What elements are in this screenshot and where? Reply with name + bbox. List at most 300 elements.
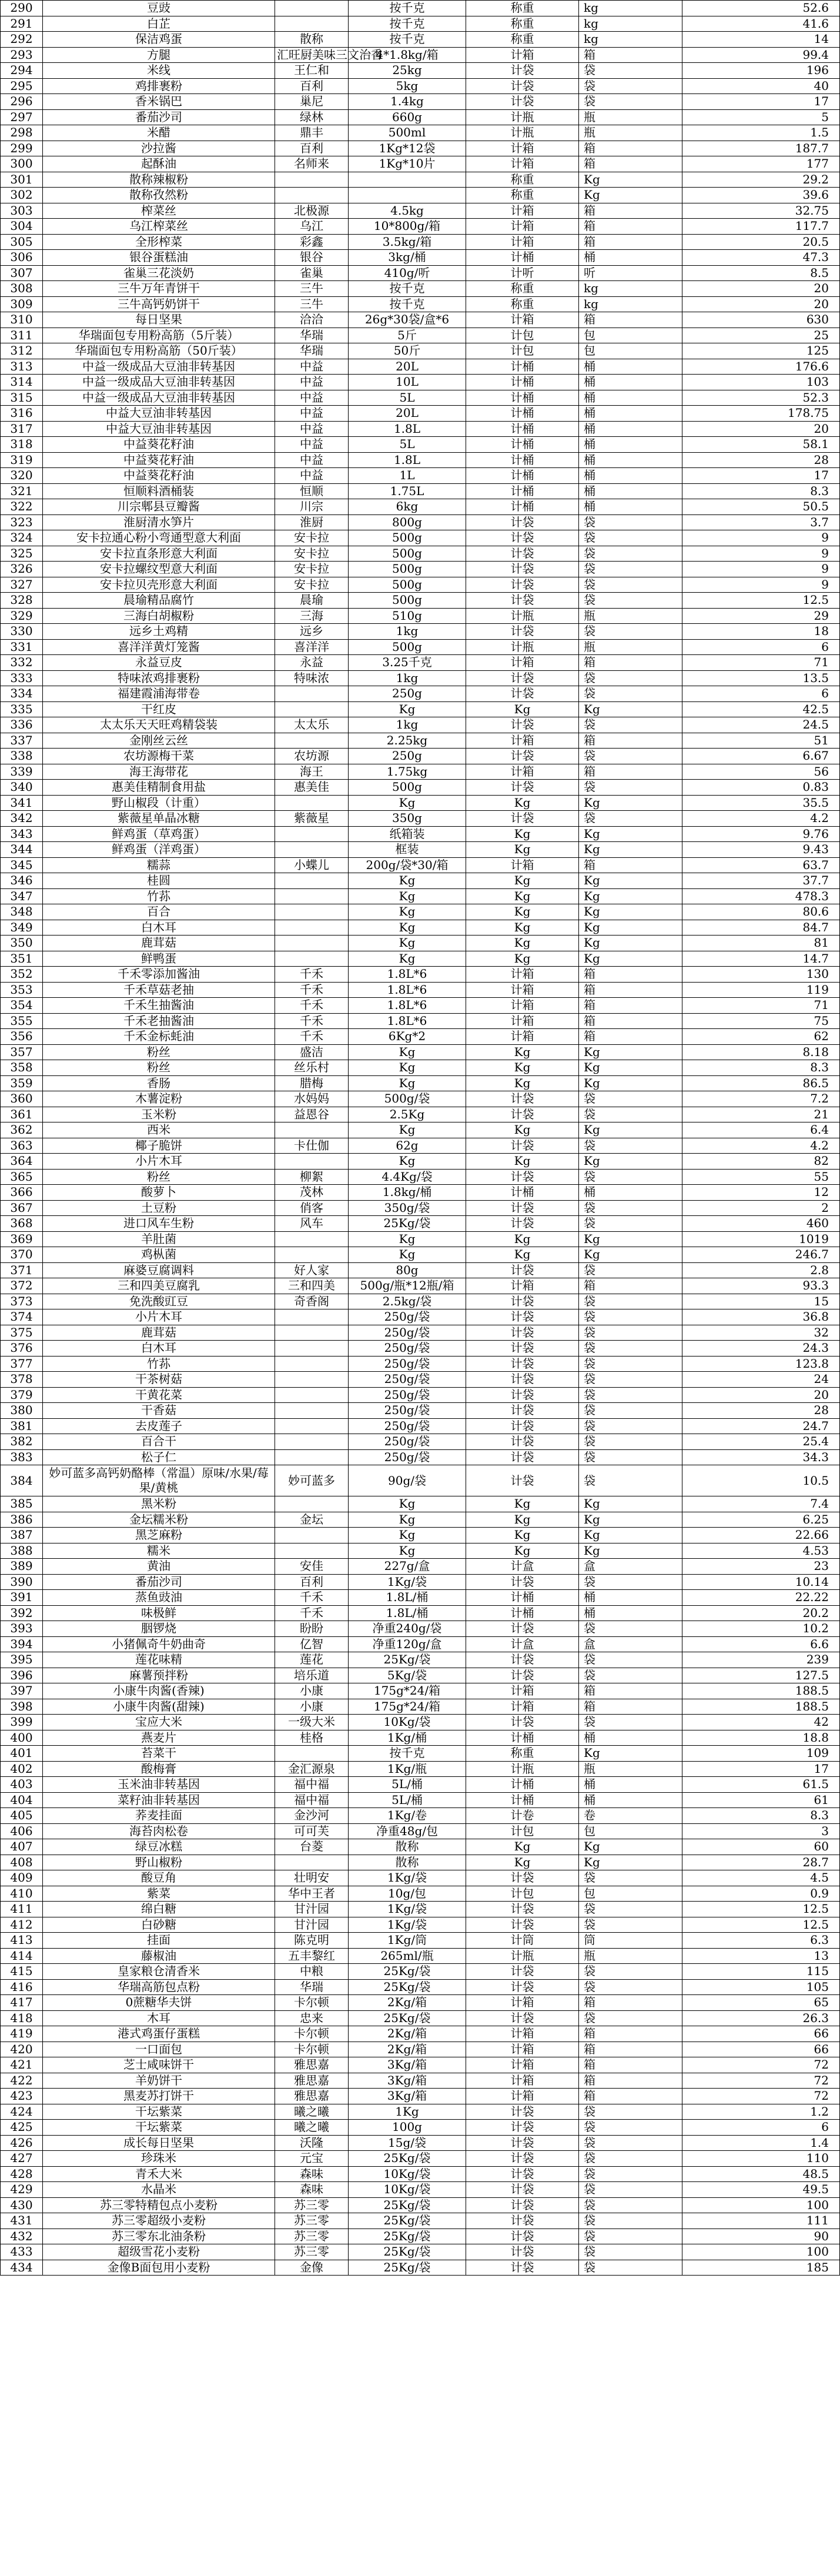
specification-cell: 25Kg/袋	[349, 2151, 466, 2167]
brand-cell: 好人家	[275, 1262, 349, 1278]
specification-cell: 1.8L	[349, 452, 466, 468]
brand-cell: 安卡拉	[275, 530, 349, 546]
brand-cell	[275, 188, 349, 203]
table-row	[1, 2151, 840, 2167]
unit-cell: 箱	[579, 982, 682, 998]
table-row	[1, 1886, 840, 1902]
measure-method-cell: 计桶	[466, 406, 579, 422]
measure-method-cell: 计箱	[466, 2089, 579, 2104]
unit-cell: 袋	[579, 1652, 682, 1668]
unit-cell: 箱	[579, 1029, 682, 1045]
unit-price-cell: 188.5	[682, 1699, 840, 1715]
product-name-cell: 麻薯预拌粉	[43, 1668, 275, 1683]
table-row	[1, 1029, 840, 1045]
specification-cell: 1Kg/筒	[349, 1933, 466, 1949]
row-number-cell: 384	[1, 1465, 43, 1496]
unit-cell: 箱	[579, 2089, 682, 2104]
specification-cell: 1.8L*6	[349, 1013, 466, 1029]
specification-cell: 500g	[349, 593, 466, 609]
specification-cell: 25Kg/袋	[349, 2244, 466, 2260]
measure-method-cell: 称重	[466, 1, 579, 16]
product-name-cell: 松子仁	[43, 1449, 275, 1465]
product-name-cell: 安卡拉螺纹型意大利面	[43, 562, 275, 577]
product-name-cell: 黄油	[43, 1559, 275, 1575]
specification-cell: 265ml/瓶	[349, 1948, 466, 1964]
measure-method-cell: 计袋	[466, 1979, 579, 1995]
brand-cell	[275, 842, 349, 858]
table-row	[1, 1512, 840, 1528]
product-name-cell: 紫菜	[43, 1886, 275, 1902]
brand-cell: 千禾	[275, 1590, 349, 1606]
brand-cell: 卡尔顿	[275, 2042, 349, 2057]
row-number-cell: 389	[1, 1559, 43, 1575]
row-number-cell: 396	[1, 1668, 43, 1683]
product-name-cell: 苔菜干	[43, 1746, 275, 1762]
product-name-cell: 酸梅膏	[43, 1761, 275, 1777]
product-name-cell: 莲花味精	[43, 1652, 275, 1668]
unit-cell: 桶	[579, 437, 682, 453]
unit-price-cell: 61.5	[682, 1777, 840, 1793]
measure-method-cell: 计袋	[466, 1715, 579, 1730]
product-name-cell: 0蔗糖华夫饼	[43, 1995, 275, 2011]
unit-price-cell: 6.6	[682, 1636, 840, 1652]
brand-cell	[275, 1746, 349, 1762]
table-row	[1, 1823, 840, 1839]
brand-cell	[275, 888, 349, 904]
measure-method-cell: Kg	[466, 1231, 579, 1247]
product-name-cell: 妙可蓝多高钙奶酪棒（常温）原味/水果/莓果/黄桃	[43, 1465, 275, 1496]
unit-cell: 箱	[579, 857, 682, 873]
specification-cell: 90g/袋	[349, 1465, 466, 1496]
table-row	[1, 172, 840, 188]
brand-cell: 彩鑫	[275, 234, 349, 250]
specification-cell: 1kg	[349, 624, 466, 640]
unit-price-cell: 6	[682, 639, 840, 655]
specification-cell: 250g	[349, 749, 466, 764]
brand-cell: 喜洋洋	[275, 639, 349, 655]
row-number-cell: 387	[1, 1528, 43, 1543]
specification-cell: 2.5Kg	[349, 1107, 466, 1122]
table-row	[1, 546, 840, 562]
row-number-cell: 370	[1, 1247, 43, 1263]
unit-cell: 袋	[579, 1574, 682, 1590]
unit-price-cell: 41.6	[682, 16, 840, 32]
measure-method-cell: 计瓶	[466, 608, 579, 624]
product-name-cell: 银谷蛋糕油	[43, 250, 275, 266]
specification-cell: 按千克	[349, 296, 466, 312]
unit-price-cell: 119	[682, 982, 840, 998]
brand-cell	[275, 1325, 349, 1341]
unit-cell: Kg	[579, 1044, 682, 1060]
measure-method-cell: 计袋	[466, 1621, 579, 1637]
measure-method-cell: 计箱	[466, 203, 579, 219]
measure-method-cell: 计袋	[466, 1372, 579, 1388]
unit-price-cell: 20	[682, 281, 840, 297]
table-row	[1, 655, 840, 671]
unit-cell: 袋	[579, 1387, 682, 1403]
unit-price-cell: 0.9	[682, 1886, 840, 1902]
brand-cell	[275, 1341, 349, 1357]
brand-cell: 水妈妈	[275, 1091, 349, 1107]
unit-price-cell: 177	[682, 156, 840, 172]
table-row	[1, 1185, 840, 1201]
unit-cell: 箱	[579, 1013, 682, 1029]
unit-price-cell: 1019	[682, 1231, 840, 1247]
table-row	[1, 452, 840, 468]
specification-cell: 250g/袋	[349, 1341, 466, 1357]
row-number-cell: 414	[1, 1948, 43, 1964]
unit-price-cell: 178.75	[682, 406, 840, 422]
unit-price-cell: 8.3	[682, 483, 840, 499]
measure-method-cell: 计桶	[466, 421, 579, 437]
brand-cell	[275, 1154, 349, 1170]
brand-cell: 福中福	[275, 1792, 349, 1808]
unit-cell: 筒	[579, 1933, 682, 1949]
row-number-cell: 368	[1, 1216, 43, 1232]
unit-price-cell: 105	[682, 1979, 840, 1995]
product-name-cell: 港式鸡蛋仔蛋糕	[43, 2026, 275, 2042]
brand-cell: 妙可蓝多	[275, 1465, 349, 1496]
row-number-cell: 354	[1, 998, 43, 1014]
specification-cell: 26g*30袋/盒*6	[349, 312, 466, 328]
measure-method-cell: Kg	[466, 1044, 579, 1060]
row-number-cell: 314	[1, 375, 43, 390]
measure-method-cell: 计包	[466, 328, 579, 343]
brand-cell: 腊梅	[275, 1075, 349, 1091]
unit-cell: 桶	[579, 483, 682, 499]
unit-cell: 箱	[579, 2073, 682, 2089]
brand-cell: 金坛	[275, 1512, 349, 1528]
specification-cell: 10Kg/袋	[349, 2166, 466, 2182]
unit-cell: 袋	[579, 1870, 682, 1886]
row-number-cell: 298	[1, 125, 43, 141]
product-name-cell: 太太乐天天旺鸡精袋装	[43, 717, 275, 733]
unit-cell: Kg	[579, 1855, 682, 1870]
row-number-cell: 358	[1, 1060, 43, 1076]
brand-cell: 晨瑜	[275, 593, 349, 609]
row-number-cell: 330	[1, 624, 43, 640]
unit-cell: 箱	[579, 141, 682, 156]
unit-cell: 箱	[579, 156, 682, 172]
brand-cell: 安卡拉	[275, 577, 349, 593]
specification-cell: 纸箱装	[349, 826, 466, 842]
unit-cell: 袋	[579, 94, 682, 110]
unit-price-cell: 246.7	[682, 1247, 840, 1263]
row-number-cell: 374	[1, 1309, 43, 1325]
unit-price-cell: 28	[682, 1403, 840, 1419]
unit-price-cell: 24.3	[682, 1341, 840, 1357]
table-row	[1, 296, 840, 312]
brand-cell: 三牛	[275, 296, 349, 312]
specification-cell: 15g/袋	[349, 2135, 466, 2151]
unit-cell: 桶	[579, 375, 682, 390]
unit-cell: 袋	[579, 1309, 682, 1325]
product-name-cell: 中益一级成品大豆油非转基因	[43, 359, 275, 375]
table-row	[1, 2120, 840, 2136]
unit-price-cell: 10.14	[682, 1574, 840, 1590]
row-number-cell: 390	[1, 1574, 43, 1590]
unit-cell: 桶	[579, 250, 682, 266]
brand-cell: 散称	[275, 32, 349, 48]
product-name-cell: 海王海带花	[43, 764, 275, 780]
measure-method-cell: 计桶	[466, 437, 579, 453]
table-row	[1, 1341, 840, 1357]
brand-cell	[275, 951, 349, 967]
row-number-cell: 329	[1, 608, 43, 624]
measure-method-cell: 称重	[466, 281, 579, 297]
specification-cell: 25Kg/袋	[349, 1216, 466, 1232]
table-row	[1, 1746, 840, 1762]
unit-cell: 桶	[579, 452, 682, 468]
specification-cell: 250g/袋	[349, 1434, 466, 1450]
measure-method-cell: 计箱	[466, 1995, 579, 2011]
unit-cell: 袋	[579, 2151, 682, 2167]
unit-price-cell: 8.5	[682, 265, 840, 281]
specification-cell: 1.8L*6	[349, 998, 466, 1014]
measure-method-cell: Kg	[466, 873, 579, 889]
specification-cell: 25Kg/袋	[349, 1964, 466, 1980]
measure-method-cell: 计袋	[466, 1091, 579, 1107]
unit-price-cell: 28	[682, 452, 840, 468]
table-row	[1, 701, 840, 717]
table-row	[1, 2010, 840, 2026]
specification-cell: 500g	[349, 562, 466, 577]
brand-cell: 陈克明	[275, 1933, 349, 1949]
brand-cell	[275, 701, 349, 717]
table-row	[1, 1231, 840, 1247]
measure-method-cell: 计袋	[466, 811, 579, 827]
row-number-cell: 323	[1, 514, 43, 530]
brand-cell: 绿林	[275, 109, 349, 125]
table-row	[1, 1154, 840, 1170]
brand-cell: 王仁和	[275, 63, 349, 79]
measure-method-cell: 计箱	[466, 1013, 579, 1029]
brand-cell: 远乡	[275, 624, 349, 640]
row-number-cell: 406	[1, 1823, 43, 1839]
product-name-cell: 中益葵花籽油	[43, 468, 275, 484]
unit-price-cell: 29	[682, 608, 840, 624]
table-row	[1, 795, 840, 811]
unit-cell: 袋	[579, 63, 682, 79]
unit-cell: Kg	[579, 188, 682, 203]
table-row	[1, 1138, 840, 1154]
row-number-cell: 325	[1, 546, 43, 562]
measure-method-cell: Kg	[466, 1122, 579, 1138]
row-number-cell: 322	[1, 499, 43, 515]
specification-cell: 500ml	[349, 125, 466, 141]
product-name-cell: 进口风车生粉	[43, 1216, 275, 1232]
specification-cell: 6kg	[349, 499, 466, 515]
product-name-cell: 水晶米	[43, 2182, 275, 2198]
row-number-cell: 296	[1, 94, 43, 110]
brand-cell: 银谷	[275, 250, 349, 266]
product-name-cell: 糯蒜	[43, 857, 275, 873]
brand-cell	[275, 1434, 349, 1450]
unit-cell: 瓶	[579, 1761, 682, 1777]
unit-cell: 袋	[579, 2228, 682, 2244]
table-row	[1, 1, 840, 16]
unit-price-cell: 28.7	[682, 1855, 840, 1870]
product-name-cell: 起酥油	[43, 156, 275, 172]
product-name-cell: 黑芝麻粉	[43, 1528, 275, 1543]
unit-price-cell: 6	[682, 2120, 840, 2136]
specification-cell: Kg	[349, 904, 466, 920]
product-name-cell: 椰子脆饼	[43, 1138, 275, 1154]
brand-cell	[275, 1247, 349, 1263]
measure-method-cell: 计箱	[466, 967, 579, 983]
table-row	[1, 1091, 840, 1107]
brand-cell: 福中福	[275, 1777, 349, 1793]
measure-method-cell: 计袋	[466, 1341, 579, 1357]
unit-cell: 袋	[579, 562, 682, 577]
brand-cell: 特味浓	[275, 670, 349, 686]
unit-price-cell: 18.8	[682, 1730, 840, 1746]
table-row	[1, 1496, 840, 1512]
unit-cell: Kg	[579, 1122, 682, 1138]
table-row	[1, 1574, 840, 1590]
unit-cell: 袋	[579, 1138, 682, 1154]
row-number-cell: 317	[1, 421, 43, 437]
unit-cell: kg	[579, 16, 682, 32]
brand-cell: 百利	[275, 1574, 349, 1590]
specification-cell: 4.5kg	[349, 203, 466, 219]
brand-cell: 可可芙	[275, 1823, 349, 1839]
unit-price-cell: 17	[682, 1761, 840, 1777]
measure-method-cell: 计袋	[466, 749, 579, 764]
product-name-cell: 土豆粉	[43, 1200, 275, 1216]
product-name-cell: 榨菜丝	[43, 203, 275, 219]
unit-price-cell: 55	[682, 1169, 840, 1185]
table-row	[1, 156, 840, 172]
unit-price-cell: 4.5	[682, 1870, 840, 1886]
unit-cell: 箱	[579, 1683, 682, 1699]
measure-method-cell: 计袋	[466, 2151, 579, 2167]
specification-cell: 500g	[349, 639, 466, 655]
specification-cell: 250g/袋	[349, 1325, 466, 1341]
measure-method-cell: 计袋	[466, 2010, 579, 2026]
measure-method-cell: 计瓶	[466, 1761, 579, 1777]
unit-price-cell: 1.2	[682, 2104, 840, 2120]
unit-price-cell: 8.3	[682, 1808, 840, 1824]
product-name-cell: 鲜鸭蛋	[43, 951, 275, 967]
unit-cell: 袋	[579, 1964, 682, 1980]
specification-cell: 100g	[349, 2120, 466, 2136]
unit-cell: 袋	[579, 546, 682, 562]
unit-cell: 瓶	[579, 109, 682, 125]
unit-cell: kg	[579, 296, 682, 312]
unit-price-cell: 9	[682, 577, 840, 593]
product-name-cell: 中益一级成品大豆油非转基因	[43, 390, 275, 406]
unit-cell: 箱	[579, 1995, 682, 2011]
table-row	[1, 328, 840, 343]
unit-price-cell: 80.6	[682, 904, 840, 920]
measure-method-cell: 计袋	[466, 2197, 579, 2213]
product-name-cell: 玉米油非转基因	[43, 1777, 275, 1793]
specification-cell: Kg	[349, 795, 466, 811]
row-number-cell: 356	[1, 1029, 43, 1045]
product-name-cell: 安卡拉贝壳形意大利面	[43, 577, 275, 593]
product-name-cell: 保洁鸡蛋	[43, 32, 275, 48]
measure-method-cell: 计袋	[466, 1668, 579, 1683]
row-number-cell: 373	[1, 1294, 43, 1309]
unit-cell: 袋	[579, 1449, 682, 1465]
product-name-cell: 挂面	[43, 1933, 275, 1949]
table-row	[1, 219, 840, 235]
row-number-cell: 308	[1, 281, 43, 297]
row-number-cell: 397	[1, 1683, 43, 1699]
unit-cell: Kg	[579, 1512, 682, 1528]
row-number-cell: 327	[1, 577, 43, 593]
brand-cell: 千禾	[275, 998, 349, 1014]
brand-cell	[275, 16, 349, 32]
unit-cell: Kg	[579, 1060, 682, 1076]
unit-price-cell: 14.7	[682, 951, 840, 967]
table-row	[1, 624, 840, 640]
brand-cell	[275, 1, 349, 16]
brand-cell: 苏三零	[275, 2228, 349, 2244]
unit-cell: Kg	[579, 1075, 682, 1091]
brand-cell: 名师来	[275, 156, 349, 172]
brand-cell: 安卡拉	[275, 546, 349, 562]
brand-cell: 中粮	[275, 1964, 349, 1980]
measure-method-cell: 计箱	[466, 1029, 579, 1045]
table-row	[1, 390, 840, 406]
product-name-cell: 米线	[43, 63, 275, 79]
unit-price-cell: 1.5	[682, 125, 840, 141]
unit-cell: 桶	[579, 1185, 682, 1201]
specification-cell: 3Kg/箱	[349, 2057, 466, 2073]
specification-cell: 660g	[349, 109, 466, 125]
unit-price-cell: 65	[682, 1995, 840, 2011]
product-name-cell: 紫薇星单晶冰糖	[43, 811, 275, 827]
table-row	[1, 1979, 840, 1995]
measure-method-cell: Kg	[466, 1855, 579, 1870]
brand-cell: 奇香阁	[275, 1294, 349, 1309]
product-name-cell: 中益大豆油非转基因	[43, 406, 275, 422]
unit-price-cell: 24	[682, 1372, 840, 1388]
row-number-cell: 409	[1, 1870, 43, 1886]
specification-cell: 250g/袋	[349, 1356, 466, 1372]
measure-method-cell: Kg	[466, 920, 579, 935]
table-row	[1, 1122, 840, 1138]
row-number-cell: 353	[1, 982, 43, 998]
table-row	[1, 1294, 840, 1309]
measure-method-cell: Kg	[466, 1060, 579, 1076]
brand-cell: 曦之曦	[275, 2104, 349, 2120]
specification-cell: 500g	[349, 546, 466, 562]
table-row	[1, 1668, 840, 1683]
specification-cell: 框装	[349, 842, 466, 858]
unit-cell: 袋	[579, 1372, 682, 1388]
specification-cell: 10Kg/袋	[349, 2182, 466, 2198]
brand-cell	[275, 172, 349, 188]
unit-cell: 箱	[579, 312, 682, 328]
unit-cell: 袋	[579, 1917, 682, 1933]
measure-method-cell: 计包	[466, 1823, 579, 1839]
product-name-cell: 淮厨清水笋片	[43, 514, 275, 530]
product-name-cell: 恒顺料酒桶装	[43, 483, 275, 499]
row-number-cell: 344	[1, 842, 43, 858]
product-name-cell: 小片木耳	[43, 1309, 275, 1325]
specification-cell: 1.8L*6	[349, 982, 466, 998]
table-row	[1, 1309, 840, 1325]
brand-cell: 台菱	[275, 1839, 349, 1855]
brand-cell	[275, 686, 349, 702]
product-name-cell: 超级雪花小麦粉	[43, 2244, 275, 2260]
table-row	[1, 1777, 840, 1793]
measure-method-cell: 计袋	[466, 1356, 579, 1372]
unit-price-cell: 13	[682, 1948, 840, 1964]
